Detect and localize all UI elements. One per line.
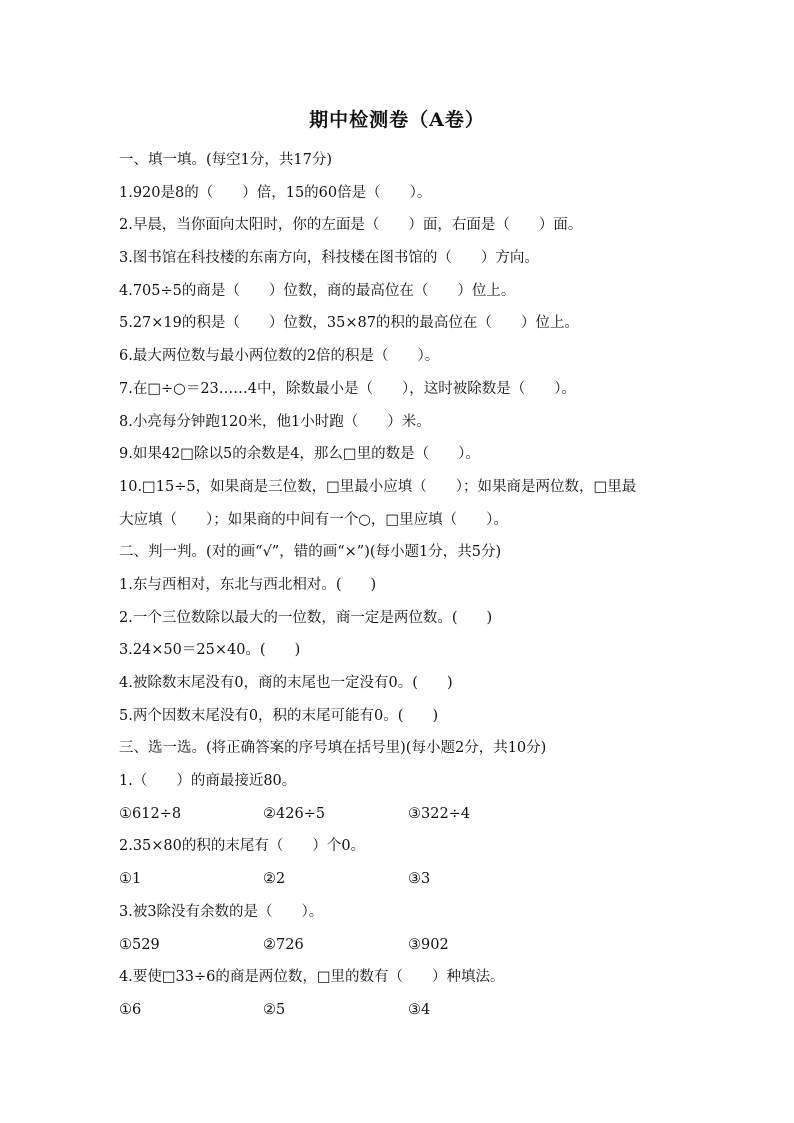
s1-question-7: 7.在□÷○＝23……4中，除数最小是（ ），这时被除数是（ ）。 <box>119 380 577 397</box>
s1-question-10-line-2: 大应填（ ）；如果商的中间有一个○，□里应填（ ）。 <box>119 511 508 528</box>
option: ③4 <box>408 1001 431 1018</box>
s1-question-9: 9.如果42□除以5的余数是4，那么□里的数是（ ）。 <box>119 446 480 463</box>
s3-question-2: 2.35×80的积的末尾有（ ）个0。 <box>119 838 366 855</box>
s1-question-5: 5.27×19的积是（ ）位数，35×87的积的最高位在（ ）位上。 <box>119 315 579 332</box>
s1-question-8: 8.小亮每分钟跑120米，他1小时跑（ ）米。 <box>119 413 431 430</box>
option: ①6 <box>119 1001 142 1018</box>
s3-question-4: 4.要使□33÷6的商是两位数，□里的数有（ ）种填法。 <box>119 969 505 986</box>
option: ②5 <box>263 1001 286 1018</box>
section-3-heading: 三、选一选。(将正确答案的序号填在括号里)(每小题2分，共10分) <box>119 740 547 757</box>
s3-question-3-options <box>119 929 689 962</box>
section-2-heading: 二、判一判。(对的画“√”，错的画“×”)(每小题1分，共5分) <box>119 544 502 561</box>
s1-question-4: 4.705÷5的商是（ ）位数，商的最高位在（ ）位上。 <box>119 282 516 299</box>
s2-question-2: 2.一个三位数除以最大的一位数，商一定是两位数。( ) <box>119 609 493 626</box>
option: ①1 <box>119 871 142 888</box>
option: ②726 <box>263 936 304 953</box>
s3-question-1: 1.（ ）的商最接近80。 <box>119 773 297 790</box>
s3-question-3: 3.被3除没有余数的是（ ）。 <box>119 903 324 920</box>
s2-question-1: 1.东与西相对，东北与西北相对。( ) <box>119 576 377 593</box>
option: ②426÷5 <box>263 805 326 822</box>
s1-question-2: 2.早晨，当你面向太阳时，你的左面是（ ）面，右面是（ ）面。 <box>119 217 583 234</box>
option: ③902 <box>408 936 449 953</box>
section-1-heading: 一、填一填。(每空1分，共17分) <box>119 152 332 168</box>
option: ③322÷4 <box>408 805 471 822</box>
option: ①529 <box>119 936 160 953</box>
s1-question-10-line-1: 10.□15÷5，如果商是三位数，□里最小应填（ ）；如果商是两位数，□里最 <box>119 478 637 495</box>
page-title: 期中检测卷（A卷） <box>309 109 485 131</box>
exam-content <box>119 144 689 1027</box>
option: ②2 <box>263 871 286 888</box>
s2-question-4: 4.被除数末尾没有0，商的末尾也一定没有0。( ) <box>119 675 453 691</box>
s2-question-5: 5.两个因数末尾没有0，积的末尾可能有0。( ) <box>119 707 439 724</box>
option: ③3 <box>408 871 431 888</box>
s3-question-2-options <box>119 863 689 896</box>
s2-question-3: 3.24×50＝25×40。( ) <box>119 642 301 659</box>
s3-question-4-options <box>119 994 689 1027</box>
s1-question-3: 3.图书馆在科技楼的东南方向，科技楼在图书馆的（ ）方向。 <box>119 250 539 267</box>
s1-question-6: 6.最大两位数与最小两位数的2倍的积是（ ）。 <box>119 348 440 365</box>
option: ①612÷8 <box>119 805 182 822</box>
s3-question-1-options <box>119 798 689 831</box>
s1-question-1: 1.920是8的（ ）倍，15的60倍是（ ）。 <box>119 184 432 201</box>
